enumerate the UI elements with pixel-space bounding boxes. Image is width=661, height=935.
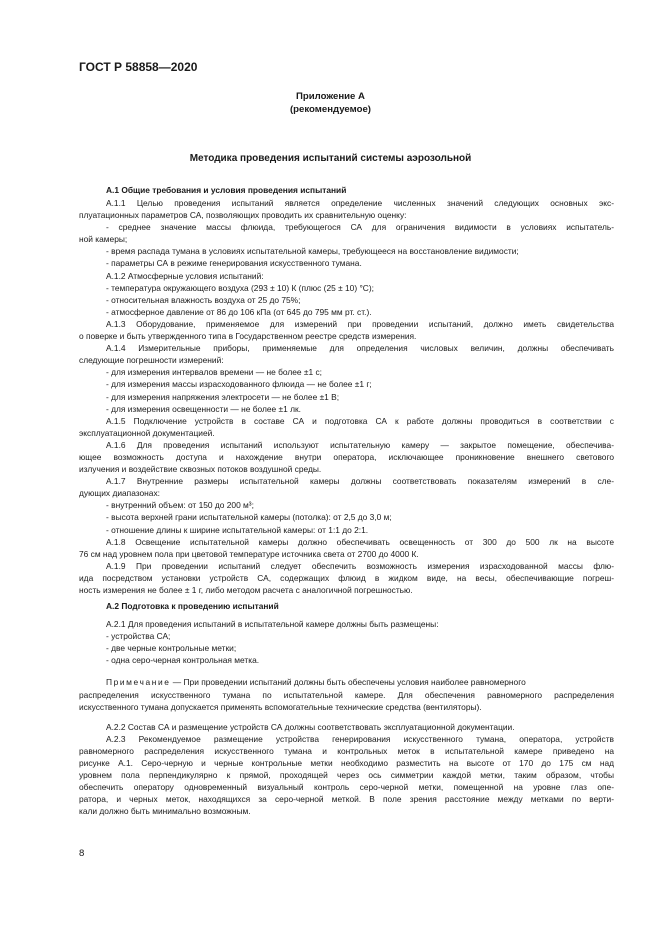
list-item: - относительная влажность воздуха от 25 до 75%; [106,294,301,305]
main-title: Методика проведения испытаний системы аэрозольной [189,153,472,164]
list-item: - среднее значение массы флюида, требующегося СА для ограничения видимости в условиях испытатель- [106,222,614,233]
list-item: - две черные контрольные метки; [106,643,237,654]
list-item: - время распада тумана в условиях испытательной камеры, требующееся на восстановление видимости; [106,246,519,257]
paragraph-line: А.1.9 При проведении испытаний следует обеспечить возможность измерения израсходованной массы флю- [106,560,614,571]
paragraph-line: излучения и воздействие сквозных потоков воздушной среды. [79,464,322,475]
section-a1-body [79,197,614,596]
paragraph-line: А.2.3 Рекомендуемое размещение устройства генерирования искусственного тумана, оператора, устройств [106,733,614,744]
paragraph-line: А.1.1 Целью проведения испытаний является определение численных значений следующих основных экс- [106,198,614,208]
paragraph-line: А.1.3 Оборудование, применяемое для измерений при проведении испытаний, должно иметь свидетельства [106,318,614,329]
section-a1 [106,184,614,196]
paragraph-line: кали должно быть минимально возможным. [79,806,251,817]
list-item: - устройства СА; [106,631,171,642]
paragraph-line: А.2.2 Состав СА и размещение устройств СА должны соответствовать эксплуатационной документации. [106,721,515,732]
paragraph-line: обеспечить оператору одновременный визуальный контроль серо-черной метки, помещенной на уровне глаз опе- [79,782,614,793]
section-a2-heading: А.2 Подготовка к проведению испытаний [106,601,279,611]
note-text: — При проведении испытаний должны быть обеспечены условия наиболее равномерного [170,677,526,688]
appendix-title: Приложение А [296,91,365,102]
section-a1-heading: А.1 Общие требования и условия проведения испытаний [106,185,347,195]
list-item: - атмосферное давление от 86 до 106 кПа (от 645 до 795 мм рт. ст.). [106,306,372,317]
list-item: - внутренний объем: от 150 до 200 м³; [106,500,254,511]
paragraph-line: рисунке А.1. Серо-черную и черные контрольные метки необходимо разместить на высоте от 170 до 175 см над [79,758,614,769]
paragraph-line: следующие погрешности измерений: [79,355,224,366]
paragraph-line: уровнем пола перпендикулярно к прямой, проходящей через ось симметрии каждой метки, таким образом, чтобы [79,770,614,781]
list-item: - одна серо-черная контрольная метка. [106,655,260,666]
note-line: распределения искусственного тумана по испытательной камере. Для обеспечения равномерного распределения [79,689,614,700]
list-item: ной камеры; [79,234,128,245]
note-label: Примечание [106,677,171,688]
paragraph-line: ратора, и черных меток, находящихся за серо-черной меткой. В поле зрения расстояние между метками по верти- [79,794,614,805]
paragraph-line: А.2.1 Для проведения испытаний в испытательной камере должны быть размещены: [106,619,439,630]
list-item: - высота верхней грани испытательной камеры (потолка): от 2,5 до 3,0 м; [106,512,392,523]
section-a2-body [79,600,614,818]
paragraph-line: А.1.6 Для проведения испытаний используют испытательную камеру — закрытое помещение, обеспечива- [106,439,614,450]
paragraph-line: А.1.8 Освещение испытательной камеры должно обеспечивать освещенность от 300 до 500 лк на высоте [106,536,614,547]
list-item: - температура окружающего воздуха (293 ± 10) К (плюс (25 ± 10) °С); [106,282,374,293]
appendix-subtitle: (рекомендуемое) [289,104,371,115]
paragraph-line: А.1.2 Атмосферные условия испытаний: [106,270,264,281]
document-id: ГОСТ Р 58858—2020 [79,60,198,74]
paragraph-line: А.1.7 Внутренние размеры испытательной камеры должны соответствовать показателям измерений в сле- [106,476,614,487]
note-first-line [79,676,614,688]
paragraph-line: ющее возможность доступа и нахождение внутри оператора, исключающее проникновение внешнего светового [79,451,614,462]
paragraph-line: равномерного распределения искусственного тумана и контрольных меток в испытательной камере приведено на [79,745,614,756]
paragraph-line: эксплуатационной документацией. [79,427,215,438]
paragraph-line: 76 см над уровнем пола при цветовой температуре источника света от 2700 до 4000 К. [79,548,419,559]
list-item: - параметры СА в режиме генерирования искусственного тумана. [106,258,362,269]
paragraph-line: плуатационных параметров СА, позволяющих проводить их сравнительную оценку: [79,210,407,221]
paragraph-line: А.1.5 Подключение устройств в составе СА и подготовка СА к работе должны проводиться в соответствии с [106,415,614,426]
note-line: искусственного тумана допускается применять вспомогательные технические средства (вентиляторы). [79,701,482,712]
paragraph-line: дующих диапазонах: [79,488,160,499]
paragraph-line: ида посредством установки устройств СА, содержащих флюид в жидком виде, на весы, обеспечивающие погреш- [79,572,614,583]
paragraph-line: А.1.4 Измерительные приборы, применяемые для определения числовых величин, должны обеспечивать [106,343,614,354]
list-item: - для измерения напряжения электросети — не более ±1 В; [106,391,340,402]
list-item: - для измерения интервалов времени — не более ±1 с; [106,367,322,378]
list-item: - для измерения массы израсходованного флюида — не более ±1 г; [106,379,372,390]
paragraph-line: ность измерения не более ± 1 г, либо методом расчета с аналогичной погрешностью. [79,585,413,595]
list-item: - отношение длины к ширине испытательной камеры: от 1:1 до 2:1. [106,524,369,535]
page-number: 8 [79,848,85,859]
paragraph-line: о поверке и быть утвержденного типа в Государственном реестре средств измерения. [79,331,417,342]
list-item: - для измерения освещенности — не более ±1 лк. [106,403,301,414]
